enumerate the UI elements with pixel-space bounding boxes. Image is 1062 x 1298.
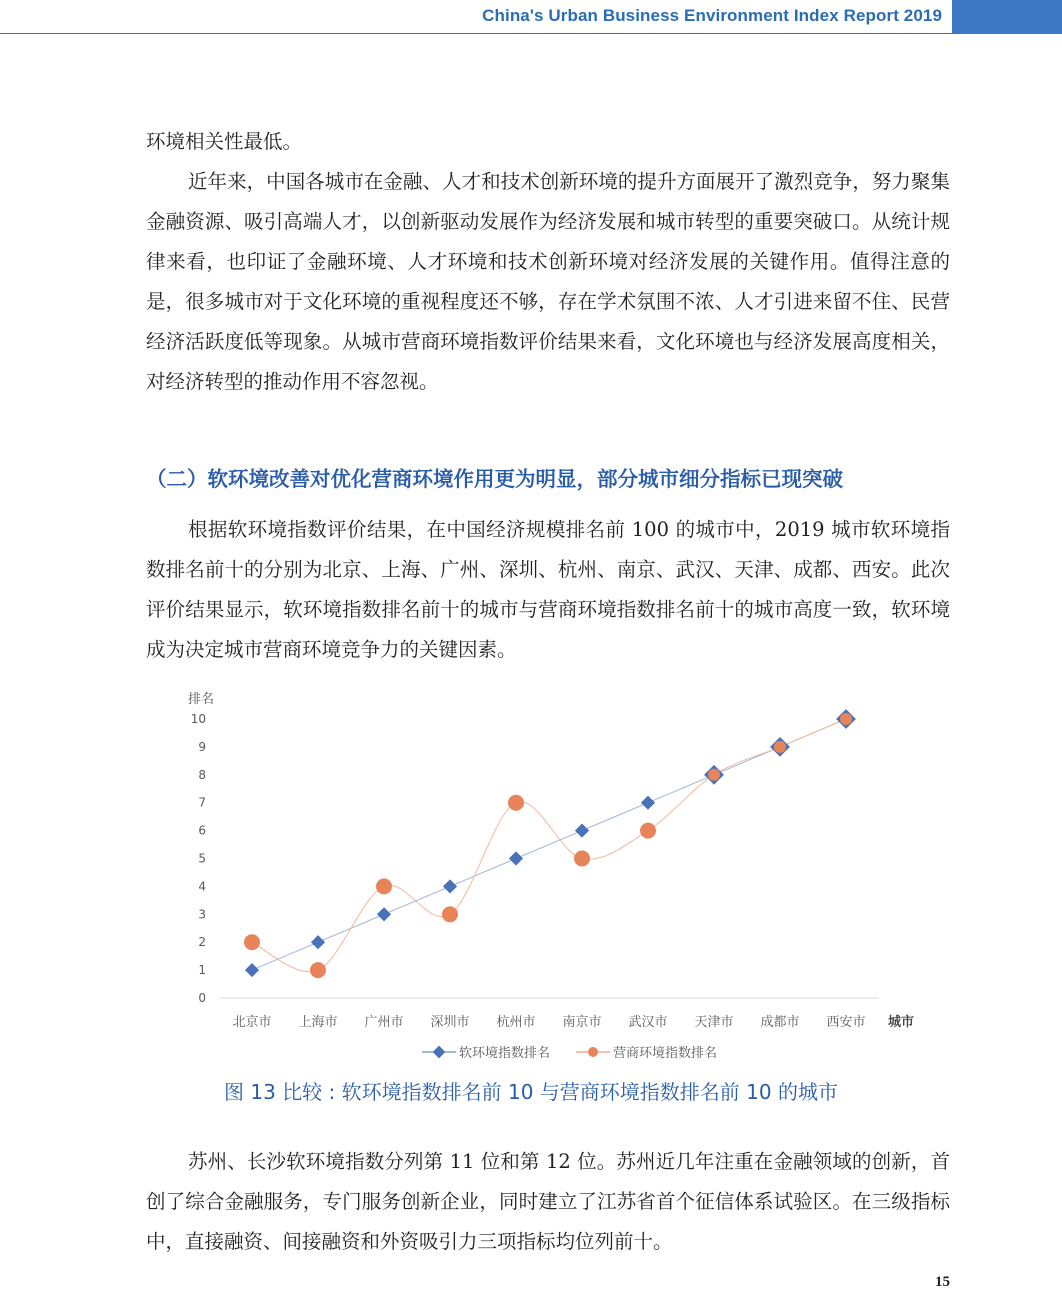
x-tick-label: 广州市 — [364, 1015, 404, 1030]
x-tick-label: 西安市 — [826, 1015, 866, 1030]
header-color-block — [952, 0, 1062, 34]
chart-legend — [422, 1045, 717, 1061]
x-axis-title: 城市 — [888, 1015, 915, 1030]
series-line-soft-env — [252, 719, 846, 970]
y-axis-title: 排名 — [188, 692, 215, 707]
point-business-env — [508, 795, 524, 811]
y-tick-label: 7 — [198, 795, 206, 810]
legend-label-business-env: 营商环境指数排名 — [613, 1046, 718, 1061]
paragraph-2: 近年来，中国各城市在金融、人才和技术创新环境的提升方面展开了激烈竞争，努力聚集金融资源、吸引高端人才，以创新驱动发展作为经济发展和城市转型的重要突破口。从统计规律来看，也印证了金融环境、人才环境和技术创新环境对经济发展的关键作用。值得注意的是，很多城市对于文化环境的重视程度还不够，存在学术氛围不浓、人才引进来留不住、民营经济活跃度低等现象。从城市营商环境指数评价结果来看，文化环境也与经济发展高度相关，对经济转型的推动作用不容忽视。 — [146, 170, 950, 393]
x-tick-label: 北京市 — [232, 1015, 272, 1030]
header-rule — [0, 33, 952, 34]
y-tick-label: 4 — [198, 879, 206, 894]
figure-caption: 图 13 比较 : 软环境指数排名前 10 与营商环境指数排名前 10 的城市 — [224, 1080, 838, 1104]
y-tick-label: 3 — [198, 907, 206, 922]
point-business-env — [310, 962, 326, 978]
point-soft-env — [641, 796, 655, 810]
page-number: 15 — [935, 1274, 950, 1290]
x-tick-label: 杭州市 — [496, 1015, 536, 1030]
paragraph-3: 根据软环境指数评价结果，在中国经济规模排名前 100 的城市中，2019 城市软环境指数排名前十的分别为北京、上海、广州、深圳、杭州、南京、武汉、天津、成都、西安。此次评价结果显示，软环境指数排名前十的城市与营商环境指数排名前十的城市高度一致，软环境成为决定城市营商环境竞争力的关键因素。 — [146, 518, 950, 661]
rank-comparison-chart — [180, 684, 940, 1074]
point-business-env — [840, 713, 852, 725]
series-layer — [244, 709, 856, 978]
y-axis-ticks — [191, 712, 206, 1005]
legend-marker-business-env — [588, 1047, 598, 1057]
y-tick-label: 6 — [198, 823, 206, 838]
y-tick-label: 10 — [190, 712, 206, 726]
x-tick-label: 上海市 — [298, 1015, 338, 1030]
y-tick-label: 2 — [198, 935, 206, 950]
legend-marker-soft-env — [433, 1046, 446, 1059]
running-header-title: China's Urban Business Environment Index Report 2019 — [482, 6, 942, 25]
point-soft-env — [443, 879, 457, 893]
paragraph-4: 苏州、长沙软环境指数分列第 11 位和第 12 位。苏州近几年注重在金融领域的创新，首创了综合金融服务，专门服务创新企业，同时建立了江苏省首个征信体系试验区。在三级指标中，直接融资、间接融资和外资吸引力三项指标均位列前十。 — [146, 1150, 950, 1253]
point-business-env — [708, 769, 720, 781]
y-tick-label: 5 — [198, 851, 206, 866]
point-soft-env — [575, 824, 589, 838]
y-tick-label: 0 — [198, 991, 206, 1005]
point-business-env — [442, 906, 458, 922]
point-soft-env — [245, 963, 259, 977]
point-business-env — [774, 741, 786, 753]
x-tick-label: 天津市 — [694, 1015, 734, 1030]
x-tick-label: 成都市 — [760, 1015, 800, 1030]
point-business-env — [376, 878, 392, 894]
x-tick-label: 深圳市 — [430, 1015, 470, 1030]
paragraph-1: 环境相关性最低。 — [146, 130, 303, 153]
y-tick-label: 8 — [198, 767, 206, 782]
legend-label-soft-env: 软环境指数排名 — [459, 1046, 551, 1061]
point-business-env — [574, 851, 590, 867]
point-soft-env — [377, 907, 391, 921]
x-axis-ticks — [232, 1014, 865, 1030]
point-soft-env — [509, 851, 523, 865]
section-heading: （二）软环境改善对优化营商环境作用更为明显，部分城市细分指标已现突破 — [146, 467, 843, 491]
point-business-env — [244, 934, 260, 950]
x-tick-label: 南京市 — [562, 1015, 602, 1030]
y-tick-label: 1 — [198, 963, 206, 978]
x-tick-label: 武汉市 — [628, 1015, 668, 1030]
point-business-env — [640, 823, 656, 839]
y-tick-label: 9 — [198, 739, 206, 754]
point-soft-env — [311, 935, 325, 949]
